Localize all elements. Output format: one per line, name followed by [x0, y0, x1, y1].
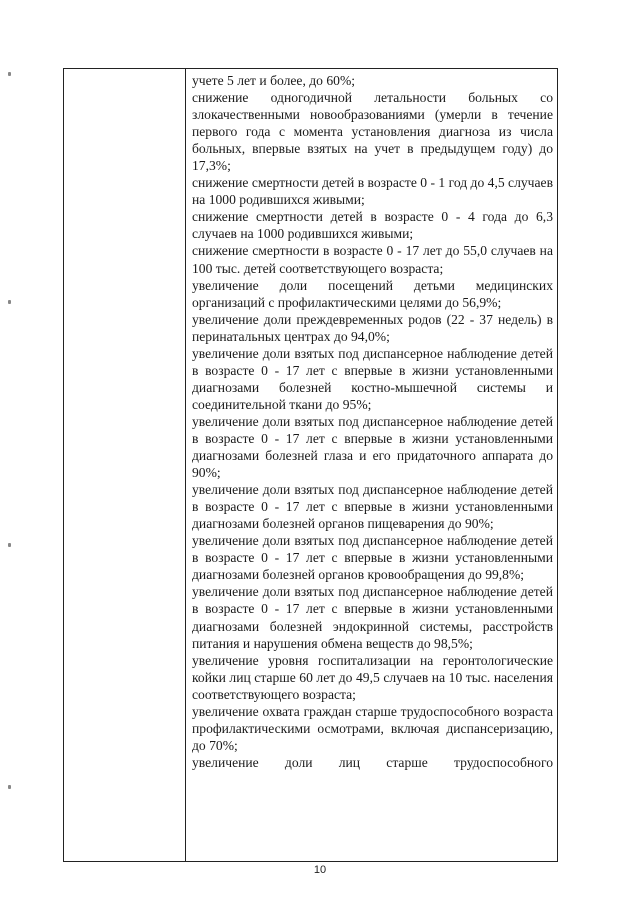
margin-mark — [8, 543, 11, 547]
list-item: увеличение доли посещений детьми медицинских организаций с профилактическими целями до 56,9%; — [192, 277, 553, 310]
margin-mark — [8, 300, 11, 304]
document-table — [63, 68, 558, 862]
page-number: 10 — [313, 864, 327, 876]
list-item: увеличение доли взятых под диспансерное наблюдение детей в возрасте 0 - 17 лет с впервые в жизни установленными диагнозами болезней глаза и его придаточного аппарата до 90%; — [192, 413, 553, 481]
list-item: увеличение доли взятых под диспансерное наблюдение детей в возрасте 0 - 17 лет с впервые в жизни установленными диагнозами болезней органов пищеварения до 90%; — [192, 482, 553, 532]
list-item: увеличение уровня госпитализации на геронтологические койки лиц старше 60 лет до 49,5 случаев на 10 тыс. населения соответствующего возраста; — [192, 652, 553, 702]
list-item: снижение смертности в возрасте 0 - 17 лет до 55,0 случаев на 100 тыс. детей соответствующего возраста; — [192, 243, 553, 276]
list-item: снижение смертности детей в возрасте 0 - 4 года до 6,3 случаев на 1000 родившихся живыми; — [192, 209, 553, 242]
list-item: увеличение доли взятых под диспансерное наблюдение детей в возрасте 0 - 17 лет с впервые в жизни установленными диагнозами болезней костно-мышечной системы и соединительной ткани до 95%; — [192, 345, 553, 412]
list-item: увеличение охвата граждан старше трудоспособного возраста профилактическими осмотрами, включая диспансеризацию, до 70%; — [192, 703, 553, 753]
list-item: увеличение доли взятых под диспансерное наблюдение детей в возрасте 0 - 17 лет с впервые в жизни установленными диагнозами болезней эндокринной системы, расстройств питания и нарушения обмена веществ до 98,5%; — [192, 584, 553, 651]
list-item: учете 5 лет и более, до 60%; — [192, 73, 356, 88]
list-item: снижение смертности детей в возрасте 0 - 1 год до 4,5 случаев на 1000 родившихся живыми; — [192, 175, 553, 208]
table-left-column — [64, 69, 186, 861]
list-item: увеличение доли преждевременных родов (22 - 37 недель) в перинатальных центрах до 94,0%; — [192, 311, 553, 344]
margin-mark — [8, 72, 11, 76]
margin-mark — [8, 785, 11, 789]
list-item: увеличение доли взятых под диспансерное наблюдение детей в возрасте 0 - 17 лет с впервые в жизни установленными диагнозами болезней органов кровообращения до 99,8%; — [192, 533, 553, 583]
table-right-column — [186, 69, 557, 861]
list-item: снижение одногодичной летальности больных со злокачественными новообразованиями (умерли в течение первого года с момента установления диагноза из числа больных, впервые взятых на учет в предыдущем году) до 17,3%; — [192, 90, 553, 174]
list-item: увеличение доли лиц старше трудоспособного — [192, 754, 553, 770]
